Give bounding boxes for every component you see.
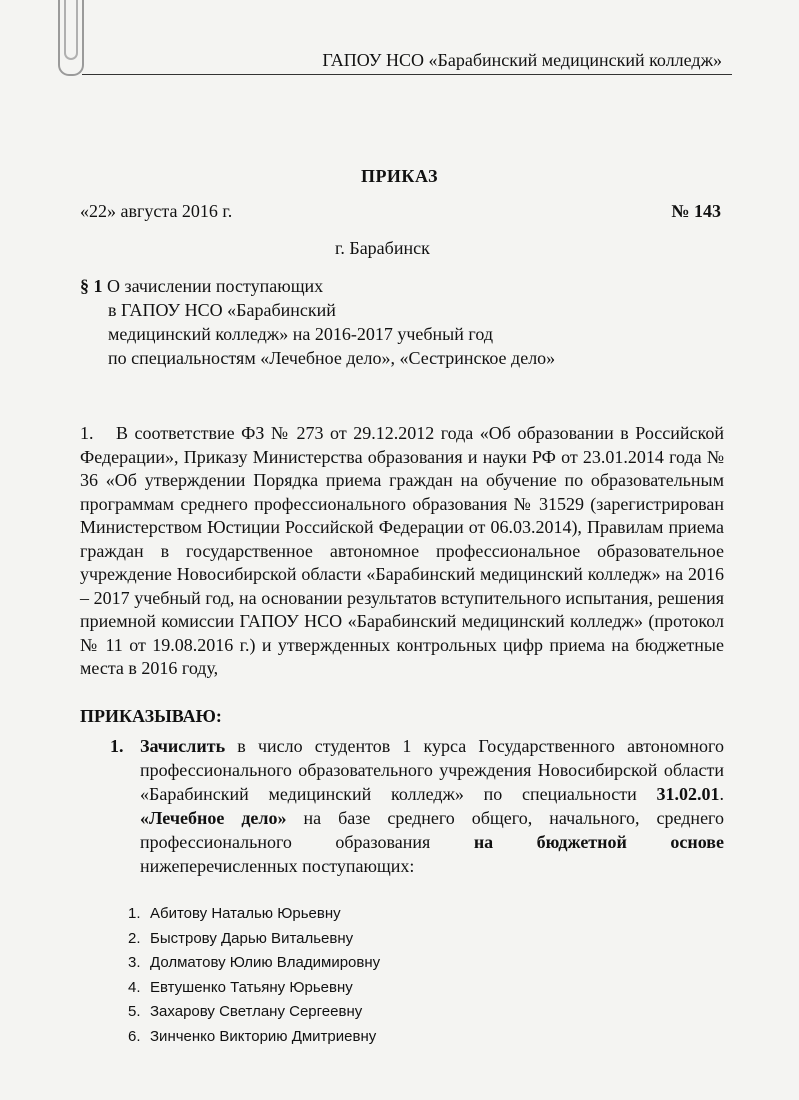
list-item: 1. Абитову Наталью Юрьевну	[128, 902, 380, 927]
header-divider	[82, 74, 732, 75]
student-name: Захарову Светлану Сергеевну	[150, 1003, 363, 1020]
paragraph-text: В соответствие ФЗ № 273 от 29.12.2012 года «Об образовании в Российской Федерации», Приказу Министерства образования и науки РФ от 23.01.2014 года № 36 «Об утверждении Порядка приема граждан на обучение по образовательным программам среднего профессионального образования № 31529 (зарегистрирован Министерством Юстиции Российской Федерации от 06.03.2014), Правилам приема граждан в государственное автономное профессиональное образовательное учреждение Новосибирской области «Барабинский медицинский колледж» на 2016 – 2017 учебный год, на основании результатов вступительного испытания, решения приемной комиссии ГАПОУ НСО «Барабинский медицинский колледж» (протокол № 11 от 19.08.2016 г.) и утвержденных контрольных цифр приема на бюджетные места в 2016 году,	[80, 423, 724, 678]
section-mark: § 1	[80, 276, 103, 296]
subject-line: в ГАПОУ НСО «Барабинский	[108, 300, 336, 320]
student-list	[128, 902, 380, 1049]
student-name: Евтушенко Татьяну Юрьевну	[150, 978, 353, 996]
document-title: ПРИКАЗ	[360, 166, 439, 186]
student-name: Зинченко Викторию Дмитриевну	[150, 1027, 377, 1045]
preamble-paragraph	[80, 422, 724, 681]
funding-basis: на бюджетной основе	[473, 832, 724, 852]
enroll-sep: .	[719, 784, 724, 804]
enroll-verb: Зачислить	[140, 736, 226, 756]
list-item: 4. Евтушенко Татьяну Юрьевну	[128, 976, 380, 1001]
enroll-text: нижеперечисленных поступающих:	[140, 856, 415, 876]
enroll-text: на базе среднего общего, начального, среднего профессионального образования	[140, 808, 724, 852]
order-word: ПРИКАЗЫВАЮ:	[80, 706, 222, 726]
subject-line: по специальностям «Лечебное дело», «Сестринское дело»	[108, 348, 556, 368]
subject-line: О зачислении поступающих	[107, 276, 324, 296]
list-item: 6. Зинченко Викторию Дмитриевну	[128, 1025, 380, 1050]
student-name: Быстрову Дарью Витальевну	[150, 929, 354, 947]
student-name: Долматову Юлию Владимировну	[150, 954, 381, 971]
subject-line: медицинский колледж» на 2016-2017 учебный год	[108, 324, 493, 344]
document-number: № 143	[671, 201, 721, 221]
document-city: г. Барабинск	[335, 238, 430, 258]
document-date: «22» августа 2016 г.	[80, 201, 233, 221]
specialty-code: 31.02.01	[656, 784, 720, 804]
list-item: 2. Быстрову Дарью Витальевну	[128, 927, 380, 952]
institution-header: ГАПОУ НСО «Барабинский медицинский колледж»	[322, 50, 722, 70]
clause-number: 1.	[110, 736, 124, 756]
student-name: Абитову Наталью Юрьевну	[150, 905, 341, 922]
paragraph-number: 1.	[80, 423, 94, 443]
subject-block	[80, 274, 555, 370]
paperclip-inner-icon	[64, 0, 78, 60]
enroll-text: в число студентов 1 курса Государственного автономного профессионального образовательного учреждения Новосибирской области «Барабинский медицинский колледж» по специальности	[140, 736, 724, 804]
list-item: 3. Долматову Юлию Владимировну	[128, 951, 380, 976]
specialty-name: «Лечебное дело»	[140, 808, 287, 828]
enrollment-clause	[110, 734, 724, 878]
list-item: 5. Захарову Светлану Сергеевну	[128, 1000, 380, 1025]
